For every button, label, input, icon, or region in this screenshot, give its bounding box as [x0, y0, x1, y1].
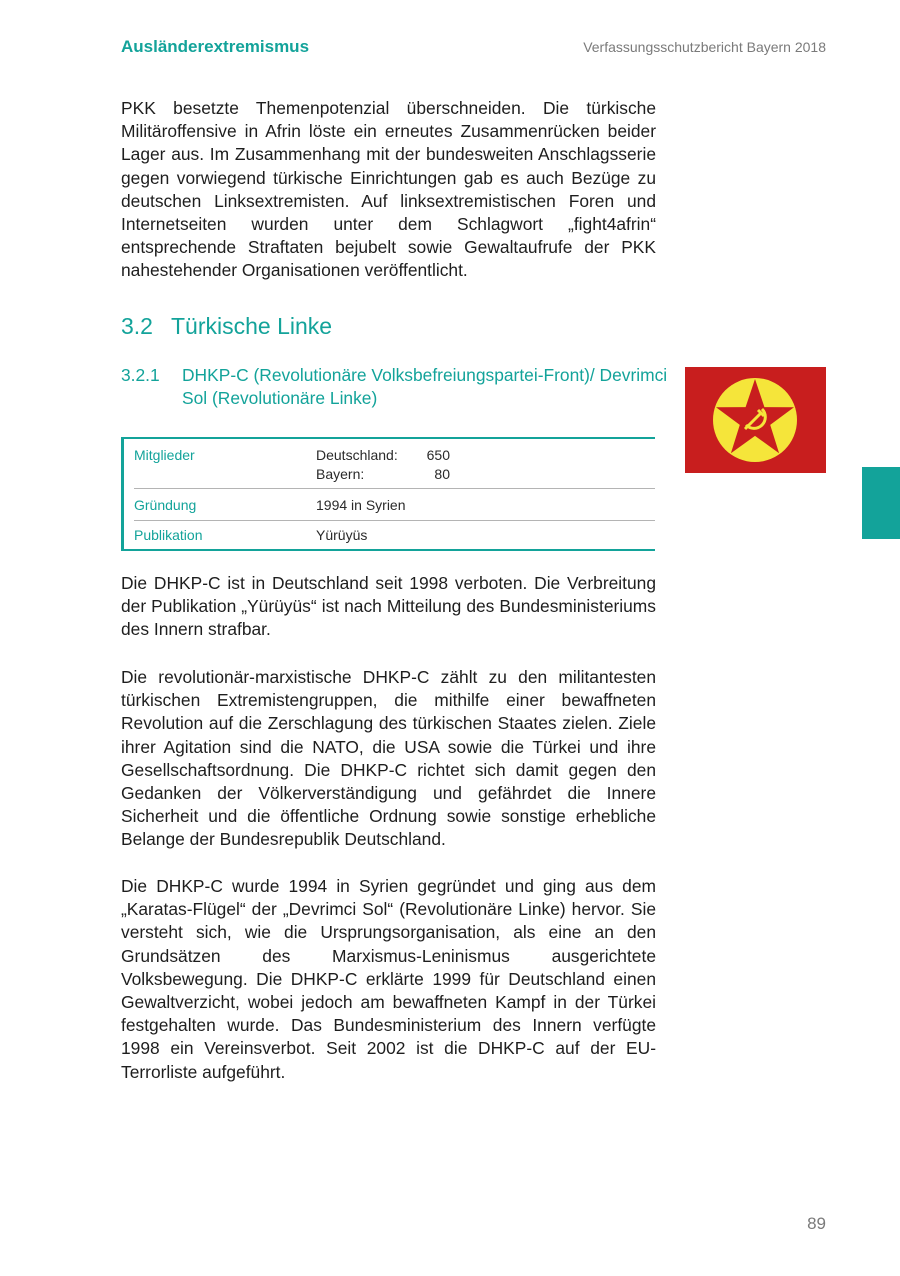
members-label: Mitglieder	[134, 447, 195, 463]
paragraph-ideology: Die revolutionär-marxistische DHKP-C zählt zu den militantesten türkischen Extremistengruppen, die mithilfe einer bewaffneten Revolution auf die Zerschlagung des türkischen Staates zielen. Ziele ihrer Agitation sind die NATO, die USA sowie die Türkei und ihre Gesellschaftsordnung. Die DHKP-C richtet sich damit gegen den Gedanken der Völkerverständigung und gefährdet die Innere Sicherheit und die öffentliche Ordnung sowie sonstige erhebliche Belange der Bundesrepublik Deutschland.	[121, 667, 656, 850]
fact-row-publication	[134, 520, 655, 550]
section-number: 3.2	[121, 313, 153, 339]
publication-label: Publikation	[134, 527, 203, 543]
subsection-heading	[121, 364, 682, 410]
paragraph-history: Die DHKP-C wurde 1994 in Syrien gegründet und ging aus dem „Karatas-Flügel“ der „Devrimci Sol“ (Revolutionäre Linke) hervor. Sie versteht sich, wie die Ursprungsorganisation, als eine an den Grundsätzen des Marxismus-Leninismus ausgerichtete Volksbewegung. Die DHKP-C erklärte 1999 für Deutschland einen Gewaltverzicht, wobei jedoch am bewaffneten Kampf in der Türkei festgehalten wurde. Das Bundesministerium des Innern verfügte 1998 ein Vereinsverbot. Seit 2002 ist die DHKP-C auf der EU-Terrorliste aufgeführt.	[121, 876, 656, 1082]
dhkp-c-flag-icon	[685, 367, 826, 473]
members-bavaria	[316, 466, 450, 482]
section-title: Türkische Linke	[171, 313, 333, 339]
header-section-title: Ausländerextremismus	[121, 37, 310, 56]
members-bavaria-count: 80	[434, 466, 450, 482]
members-germany-count: 650	[426, 447, 450, 463]
members-germany-region: Deutschland:	[316, 447, 398, 463]
header-report-title: Verfassungsschutzbericht Bayern 2018	[583, 39, 826, 55]
page-number: 89	[807, 1214, 826, 1233]
founding-value: 1994 in Syrien	[316, 497, 406, 513]
fact-row-founding	[134, 488, 655, 521]
fact-row-members	[134, 447, 655, 489]
section-heading	[121, 313, 332, 340]
subsection-title: DHKP-C (Revolutionäre Volksbefreiungspartei-Front)/ Devrimci Sol (Revolutionäre Linke)	[182, 365, 668, 408]
members-bavaria-region: Bayern:	[316, 466, 365, 482]
fact-box	[121, 437, 655, 551]
intro-paragraph: PKK besetzte Themenpotenzial überschneiden. Die türkische Militäroffensive in Afrin löste ein erneutes Zusammenrücken beider Lager aus. Im Zusammenhang mit der bundesweiten Anschlagsserie gegen vorwiegend türkische Einrichtungen gab es auch Bezüge zu deutschen Linksextremisten. Auf linksextremistischen Foren und Internetseiten wurden unter dem Schlagwort „fight4afrin“ entsprechende Straftaten bejubelt sowie Gewaltaufrufe der PKK nahestehender Organisationen veröffentlicht.	[121, 98, 656, 281]
paragraph-ban: Die DHKP-C ist in Deutschland seit 1998 verboten. Die Verbreitung der Publikation „Yürüyüs“ ist nach Mitteilung des Bundesministeriums des Innern strafbar.	[121, 573, 656, 640]
founding-label: Gründung	[134, 497, 197, 513]
members-germany	[316, 447, 450, 463]
subsection-number: 3.2.1	[121, 365, 160, 385]
chapter-marker-tab	[862, 467, 900, 539]
publication-value: Yürüyüs	[316, 527, 368, 543]
